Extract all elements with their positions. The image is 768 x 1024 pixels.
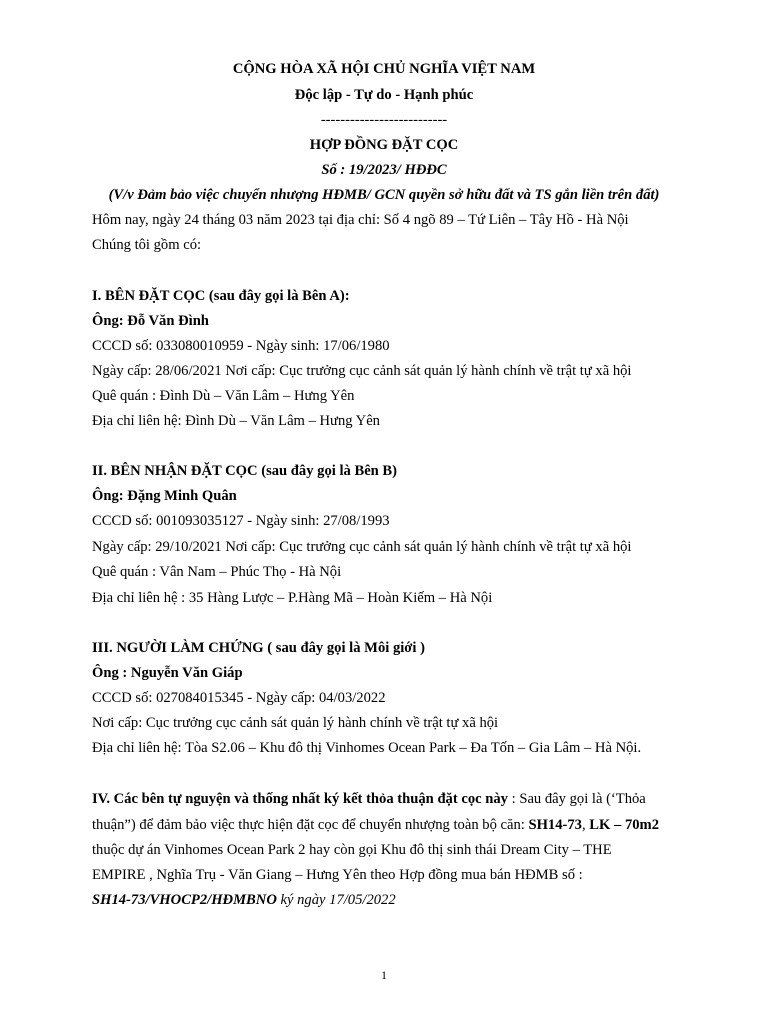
motto: Độc lập - Tự do - Hạnh phúc: [294, 87, 474, 103]
unit-size: LK – 70m2: [589, 817, 660, 833]
doc-title: HỢP ĐỒNG ĐẶT CỌC: [309, 137, 459, 153]
party-b-heading: II. BÊN NHẬN ĐẶT CỌC (sau đây gọi là Bên B): [92, 463, 398, 479]
date-line: Hôm nay, ngày 24 tháng 03 năm 2023 tại địa chỉ: Số 4 ngõ 89 – Tứ Liên – Tây Hồ - Hà Nội: [92, 212, 629, 228]
page-number: 1: [381, 968, 387, 982]
agreement-line-4: EMPIRE , Nghĩa Trụ - Văn Giang – Hưng Yên theo Hợp đồng mua bán HĐMB số :: [92, 867, 583, 883]
parties-line: Chúng tôi gồm có:: [92, 237, 202, 253]
party-b-address: Địa chỉ liên hệ : 35 Hàng Lược – P.Hàng Mã – Hoàn Kiếm – Hà Nội: [92, 590, 493, 606]
party-a-issue: Ngày cấp: 28/06/2021 Nơi cấp: Cục trưởng cục cảnh sát quản lý hành chính về trật tự xã hội: [92, 363, 632, 379]
witness-address: Địa chỉ liên hệ: Tòa S2.06 – Khu đô thị Vinhomes Ocean Park – Đa Tốn – Gia Lâm – Hà Nội.: [92, 740, 642, 756]
nation-header: CỘNG HÒA XÃ HỘI CHỦ NGHĨA VIỆT NAM: [232, 61, 536, 77]
party-b-name-label: Ông: [92, 488, 119, 504]
contract-number: SH14-73/VHOCP2/HĐMBNO: [92, 892, 277, 908]
party-a-heading: I. BÊN ĐẶT CỌC (sau đây gọi là Bên A):: [92, 288, 350, 304]
agreement-heading: IV. Các bên tự nguyện và thống nhất ký kết thỏa thuận đặt cọc này: [92, 791, 508, 807]
divider: --------------------------: [320, 112, 448, 128]
agreement-line-1: [92, 790, 646, 808]
witness-heading: III. NGƯỜI LÀM CHỨNG ( sau đây gọi là Môi giới ): [92, 640, 425, 656]
party-a-hometown: Quê quán : Đình Dù – Văn Lâm – Hưng Yên: [92, 388, 355, 404]
witness-issue: Nơi cấp: Cục trưởng cục cảnh sát quản lý hành chính về trật tự xã hội: [92, 715, 499, 731]
party-a-address: Địa chỉ liên hệ: Đình Dù – Văn Lâm – Hưng Yên: [92, 413, 380, 429]
unit-code: SH14-73: [528, 817, 582, 833]
party-a-id: CCCD số: 033080010959 - Ngày sinh: 17/06/1980: [92, 338, 390, 354]
agreement-line-5: [92, 891, 396, 909]
doc-subject: (V/v Đảm bảo việc chuyển nhượng HĐMB/ GCN quyền sở hữu đất và TS gắn liền trên đất): [108, 187, 660, 203]
contract-date: ký ngày 17/05/2022: [276, 892, 396, 908]
party-a-name-label: Ông: [92, 313, 119, 329]
party-a-name: [92, 312, 209, 330]
party-b-name-value: : Đặng Minh Quân: [118, 488, 237, 504]
party-b-hometown: Quê quán : Vân Nam – Phúc Thọ - Hà Nội: [92, 564, 342, 580]
agreement-line-3: thuộc dự án Vinhomes Ocean Park 2 hay còn gọi Khu đô thị sinh thái Dream City – THE: [92, 842, 612, 858]
agreement-line-1-rest: : Sau đây gọi là (‘Thỏa: [507, 791, 646, 807]
agreement-line-2-text: thuận”) để đảm bảo việc thực hiện đặt cọc để chuyển nhượng toàn bộ căn:: [92, 817, 529, 833]
witness-id: CCCD số: 027084015345 - Ngày cấp: 04/03/2022: [92, 690, 386, 706]
party-b-id: CCCD số: 001093035127 - Ngày sinh: 27/08/1993: [92, 513, 390, 529]
doc-number: Số : 19/2023/ HĐĐC: [321, 162, 447, 178]
party-b-name: [92, 487, 237, 505]
witness-name: Ông : Nguyễn Văn Giáp: [92, 665, 243, 681]
party-a-name-value: : Đỗ Văn Đình: [118, 313, 209, 329]
party-b-issue: Ngày cấp: 29/10/2021 Nơi cấp: Cục trưởng cục cảnh sát quản lý hành chính về trật tự xã hội: [92, 539, 632, 555]
unit-separator: ,: [581, 817, 590, 833]
agreement-line-2: [92, 816, 659, 834]
